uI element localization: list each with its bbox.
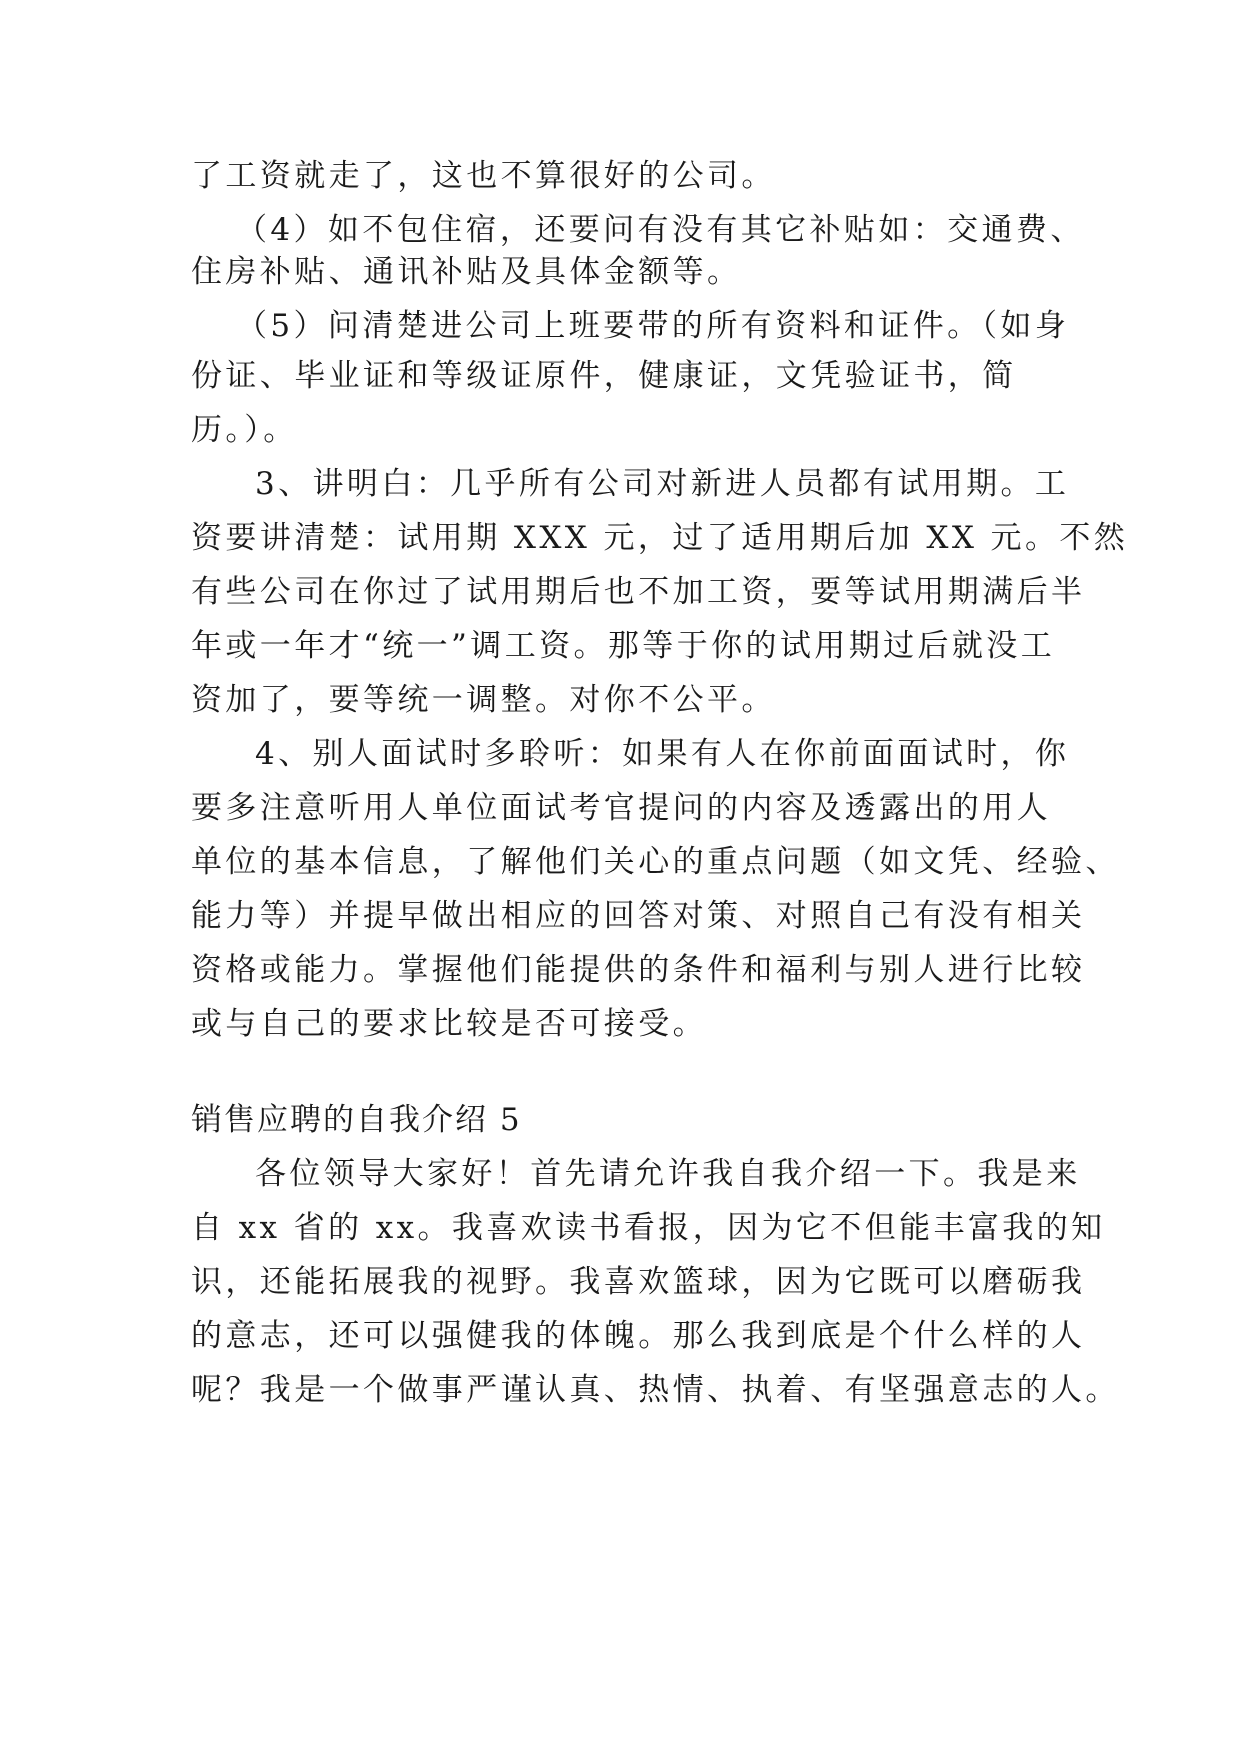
paragraph-line: 4、别人面试时多聆听：如果有人在你前面面试时，你 [255,736,1070,772]
paragraph-line: 或与自己的要求比较是否可接受。 [191,1006,707,1042]
paragraph-line: 呢？我是一个做事严谨认真、热情、执着、有坚强意志的人。 [191,1372,1120,1408]
section-title: 销售应聘的自我介绍 5 [191,1102,522,1138]
paragraph-line: 的意志，还可以强健我的体魄。那么我到底是个什么样的人 [191,1318,1086,1354]
paragraph-line: 能力等）并提早做出相应的回答对策、对照自己有没有相关 [191,898,1086,934]
paragraph-line: 各位领导大家好！首先请允许我自我介绍一下。我是来 [255,1156,1081,1192]
paragraph-line: 份证、毕业证和等级证原件，健康证，文凭验证书，简 [191,358,1017,394]
paragraph-line: 自 xx 省的 xx。我喜欢读书看报，因为它不但能丰富我的知 [191,1210,1106,1246]
paragraph-line: 历。）。 [191,412,298,448]
paragraph-line: 单位的基本信息，了解他们关心的重点问题（如文凭、经验、 [191,844,1120,880]
paragraph-line: 住房补贴、通讯补贴及具体金额等。 [191,254,742,290]
paragraph-line: 3、讲明白：几乎所有公司对新进人员都有试用期。工 [255,466,1070,502]
paragraph-line: 要多注意听用人单位面试考官提问的内容及透露出的用人 [191,790,1051,826]
paragraph-line: （5）问清楚进公司上班要带的所有资料和证件。（如身 [236,308,1070,344]
paragraph-line: 了工资就走了，这也不算很好的公司。 [191,158,776,194]
paragraph-line: 资格或能力。掌握他们能提供的条件和福利与别人进行比较 [191,952,1086,988]
paragraph-line: （4）如不包住宿，还要问有没有其它补贴如：交通费、 [236,212,1085,248]
paragraph-line: 年或一年才“统一”调工资。那等于你的试用期过后就没工 [191,628,1056,664]
paragraph-line: 有些公司在你过了试用期后也不加工资，要等试用期满后半 [191,574,1086,610]
paragraph-line: 识，还能拓展我的视野。我喜欢篮球，因为它既可以磨砺我 [191,1264,1086,1300]
paragraph-line: 资要讲清楚：试用期 XXX 元，过了适用期后加 XX 元。不然 [191,520,1129,556]
paragraph-line: 资加了，要等统一调整。对你不公平。 [191,682,776,718]
